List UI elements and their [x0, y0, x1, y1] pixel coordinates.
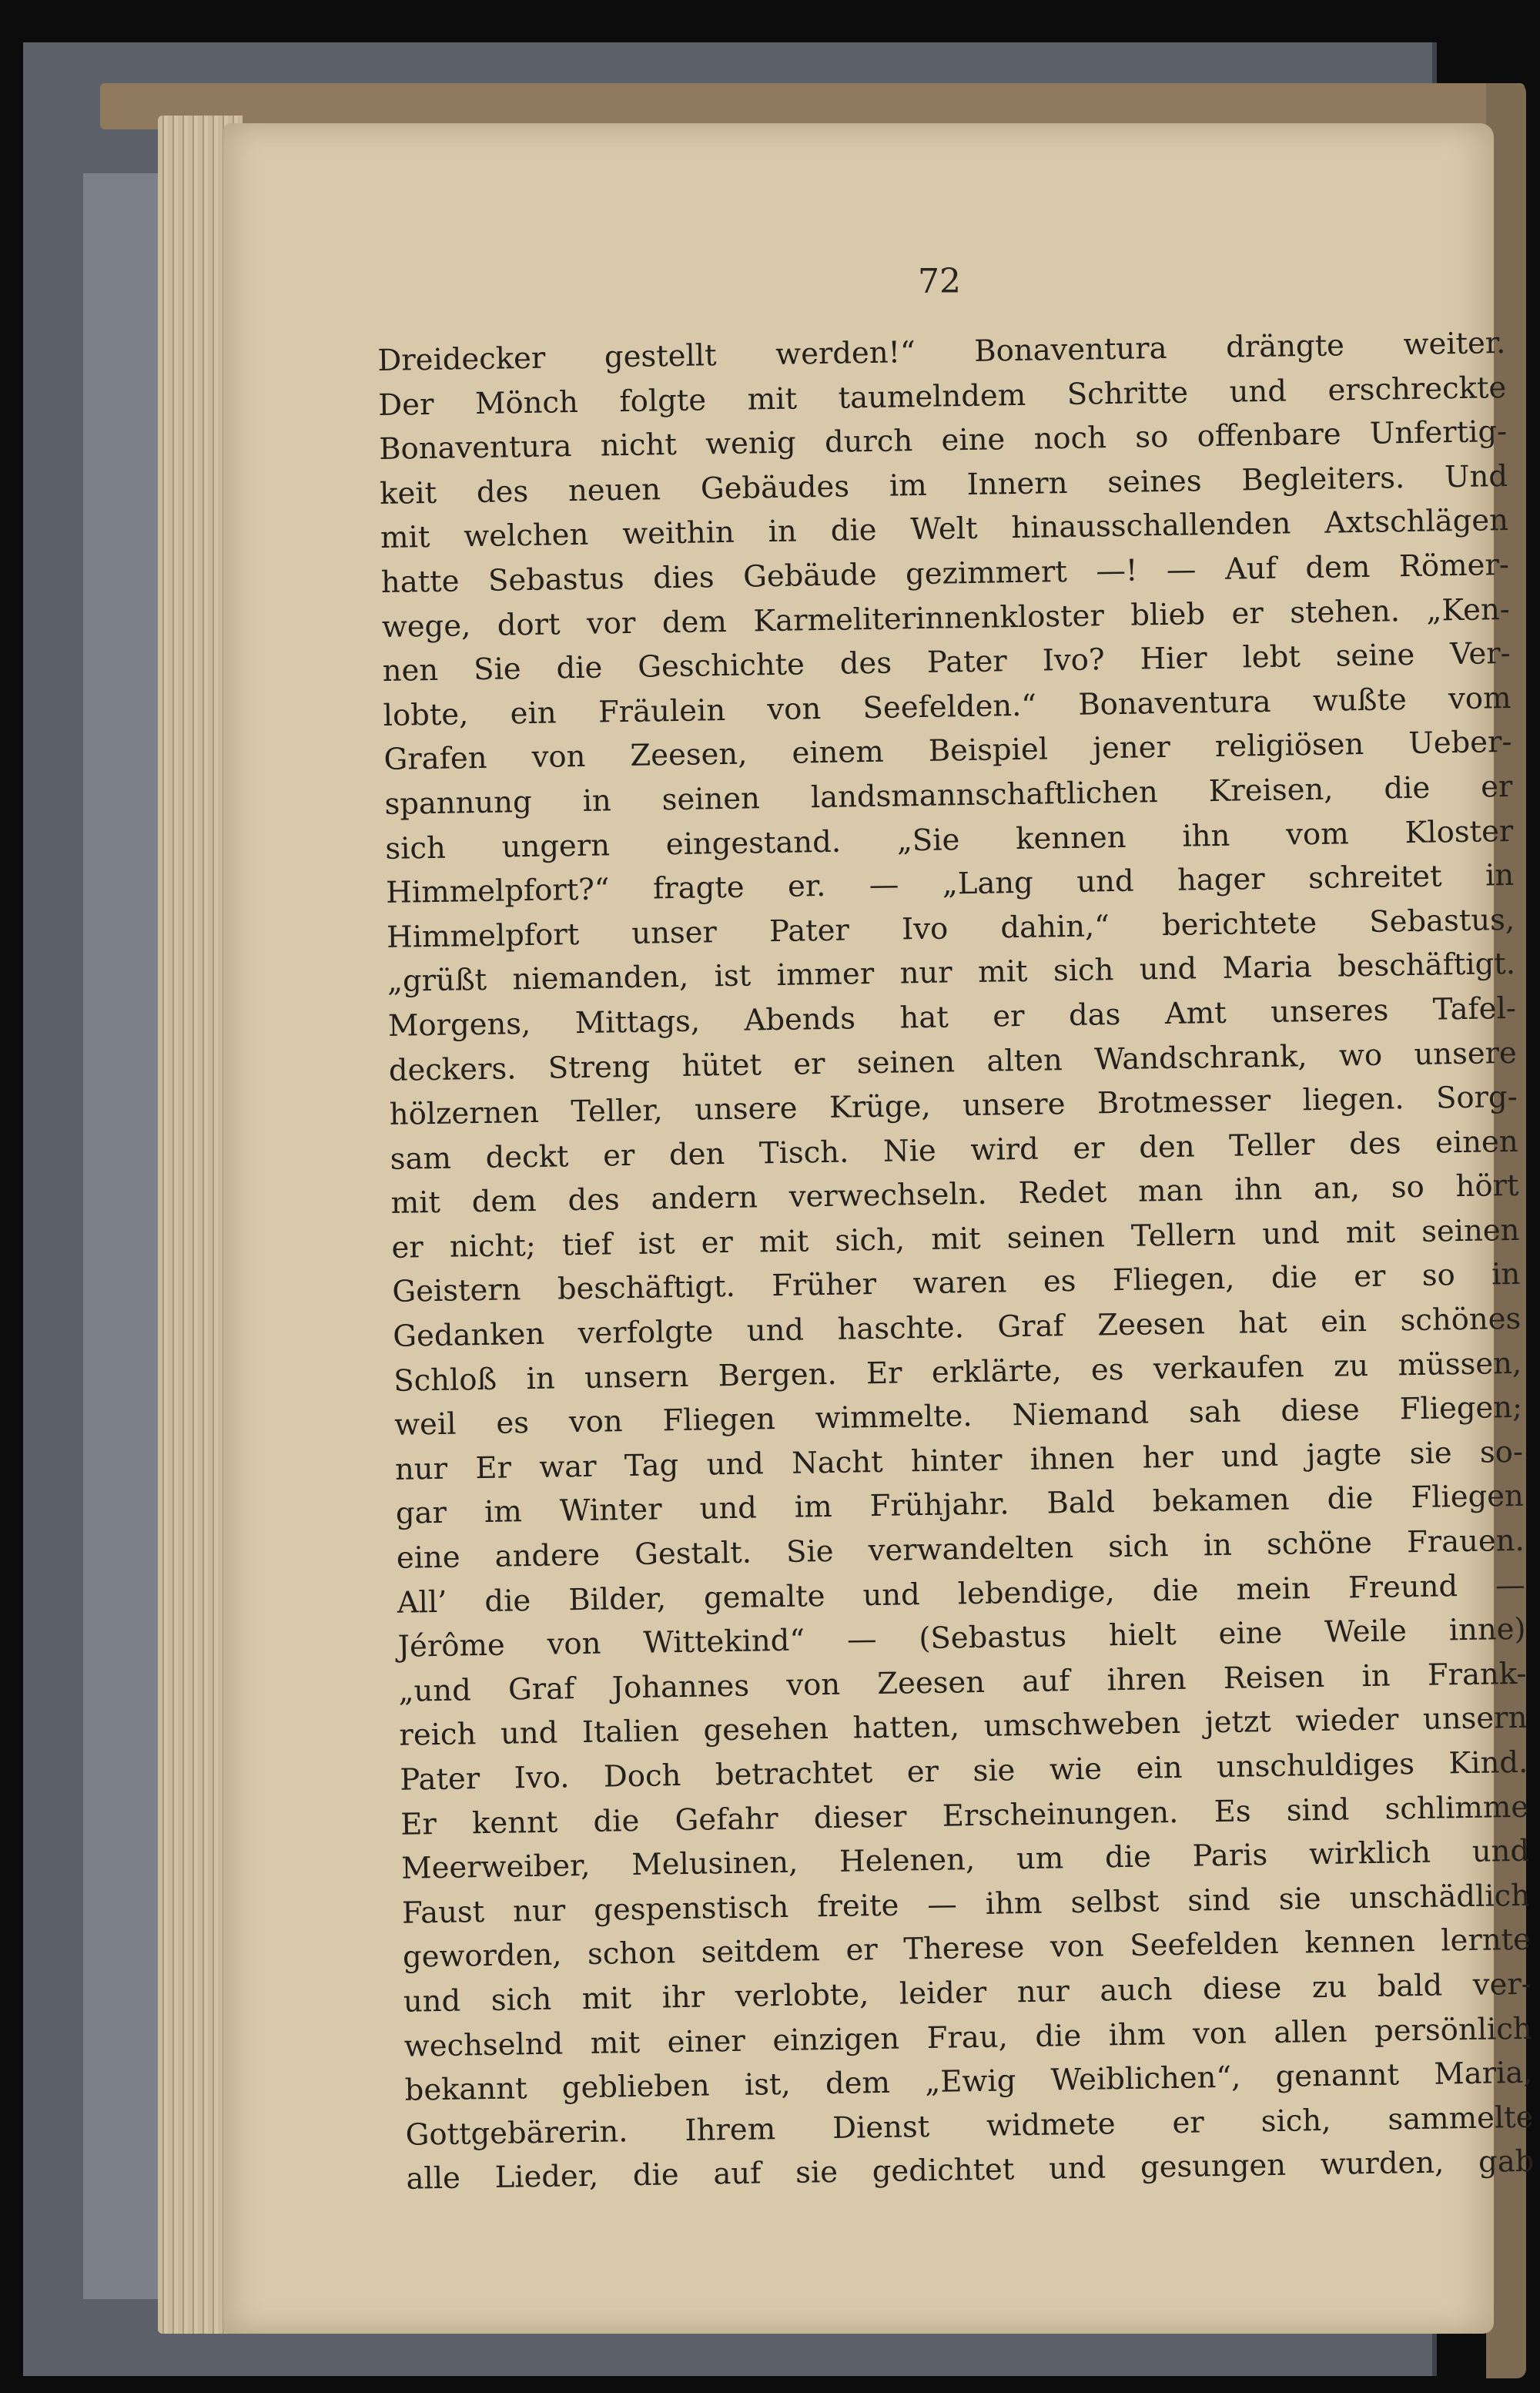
- text-line-3: Bonaventura nicht wenig durch eine noch so offenbare Unfertig-: [378, 414, 1508, 468]
- text-line-4: keit des neuen Gebäudes im Innern seines Begleiters. Und: [379, 458, 1508, 511]
- text-line-12: sich ungern eingestand. „Sie kennen ihn vom Kloster: [385, 813, 1514, 866]
- text-line-22: Geistern beschäftigt. Früher waren es Fliegen, die er so in: [392, 1257, 1521, 1310]
- text-line-32: reich und Italien gesehen hatten, umschweben jetzt wieder unsern: [399, 1701, 1528, 1754]
- text-line-31: „und Graf Johannes von Zeesen auf ihren Reisen in Frank-: [398, 1656, 1527, 1709]
- text-line-20: mit dem des andern verwechseln. Redet man ihn an, so hört: [390, 1168, 1519, 1222]
- text-line-38: und sich mit ihr verlobte, leider nur auch diese zu bald ver-: [403, 1966, 1532, 2019]
- text-line-21: er nicht; tief ist er mit sich, mit seinen Tellern und mit seinen: [391, 1212, 1520, 1265]
- text-line-6: hatte Sebastus dies Gebäude gezimmert —! — Auf dem Römer-: [380, 547, 1510, 600]
- text-line-33: Pater Ivo. Doch betrachtet er sie wie ein unschuldiges Kind.: [400, 1744, 1528, 1798]
- text-line-36: Faust nur gespenstisch freite — ihm selbst sind sie unschädlich: [401, 1878, 1531, 1931]
- text-line-17: deckers. Streng hütet er seinen alten Wandschrank, wo unsere: [388, 1035, 1518, 1088]
- text-line-8: nen Sie die Geschichte des Pater Ivo? Hier lebt seine Ver-: [382, 636, 1511, 689]
- text-line-15: „grüßt niemanden, ist immer nur mit sich und Maria beschäftigt.: [387, 947, 1516, 1000]
- text-line-23: Gedanken verfolgte und haschte. Graf Zeesen hat ein schönes: [392, 1301, 1522, 1354]
- page-number: 72: [918, 262, 961, 301]
- text-line-19: sam deckt er den Tisch. Nie wird er den Teller des einen: [390, 1124, 1518, 1177]
- book-cover-top-edge: [100, 83, 1525, 129]
- body-text: [377, 321, 1535, 2202]
- text-line-35: Meerweiber, Melusinen, Helenen, um die Paris wirklich und: [400, 1833, 1530, 1886]
- text-line-30: Jérôme von Wittekind“ — (Sebastus hielt eine Weile inne): [397, 1612, 1526, 1665]
- text-line-41: Gottgebärerin. Ihrem Dienst widmete er sich, sammelte: [405, 2100, 1534, 2153]
- text-line-24: Schloß in unsern Bergen. Er erklärte, es verkaufen zu müssen,: [393, 1346, 1522, 1399]
- text-line-39: wechselnd mit einer einzigen Frau, die ihm von allen persönlich: [403, 2011, 1532, 2064]
- text-line-42: alle Lieder, die auf sie gedichtet und gesungen wurden, gab: [406, 2144, 1535, 2197]
- text-line-29: All’ die Bilder, gemalte und lebendige, die mein Freund —: [397, 1567, 1525, 1620]
- text-line-18: hölzernen Teller, unsere Krüge, unsere Brotmesser liegen. Sorg-: [389, 1079, 1518, 1132]
- text-line-2: Der Mönch folgte mit taumelndem Schritte und erschreckte: [377, 370, 1507, 423]
- text-line-37: geworden, schon seitdem er Therese von Seefelden kennen lernte: [402, 1922, 1532, 1976]
- text-line-7: wege, dort vor dem Karmeliterinnenkloster blieb er stehen. „Ken-: [381, 592, 1511, 645]
- text-line-34: Er kennt die Gefahr dieser Erscheinungen. Es sind schlimme: [400, 1789, 1529, 1842]
- text-line-10: Grafen von Zeesen, einem Beispiel jener religiösen Ueber-: [383, 725, 1512, 778]
- text-line-1: Dreidecker gestellt werden!“ Bonaventura drängte weiter.: [377, 325, 1506, 378]
- text-line-5: mit welchen weithin in die Welt hinausschallenden Axtschlägen: [380, 503, 1509, 556]
- text-line-11: spannung in seinen landsmannschaftlichen Kreisen, die er: [384, 769, 1513, 822]
- text-line-27: gar im Winter und im Frühjahr. Bald bekamen die Fliegen: [395, 1479, 1525, 1532]
- text-line-13: Himmelpfort?“ fragte er. — „Lang und hager schreitet in: [385, 858, 1515, 911]
- text-line-25: weil es von Fliegen wimmelte. Niemand sah diese Fliegen;: [393, 1390, 1523, 1443]
- text-line-16: Morgens, Mittags, Abends hat er das Amt unseres Tafel-: [387, 990, 1517, 1044]
- text-line-9: lobte, ein Fräulein von Seefelden.“ Bonaventura wußte vom: [383, 680, 1512, 733]
- text-line-40: bekannt geblieben ist, dem „Ewig Weiblichen“, genannt Maria,: [404, 2055, 1533, 2108]
- text-line-28: eine andere Gestalt. Sie verwandelten sich in schöne Frauen.: [396, 1523, 1525, 1576]
- text-line-14: Himmelpfort unser Pater Ivo dahin,“ berichtete Sebastus,: [386, 902, 1515, 955]
- text-line-26: nur Er war Tag und Nacht hinter ihnen her und jagte sie so-: [394, 1434, 1524, 1487]
